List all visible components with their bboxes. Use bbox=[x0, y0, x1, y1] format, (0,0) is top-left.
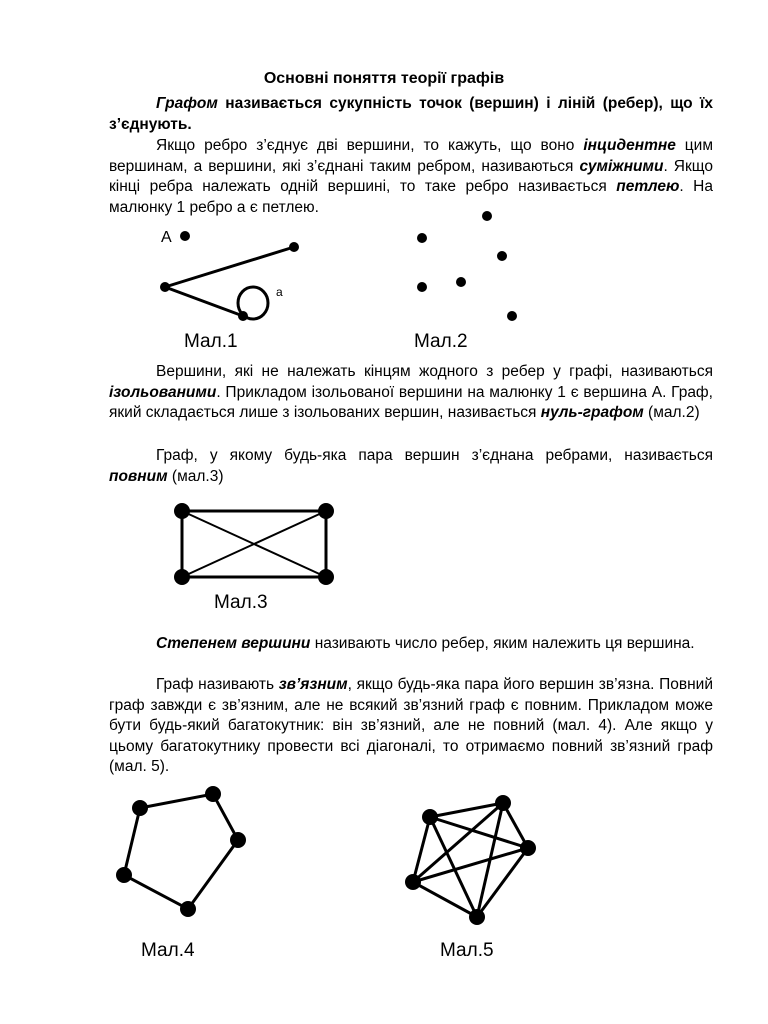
fig5-vertex bbox=[495, 795, 511, 811]
fig5-vertex bbox=[520, 840, 536, 856]
fig4-caption: Мал.4 bbox=[141, 940, 195, 961]
term-incident: інцидентне bbox=[583, 137, 676, 154]
term-connected: зв’язним bbox=[278, 676, 348, 693]
fig3-vertex bbox=[318, 503, 334, 519]
figure-1-graph bbox=[150, 222, 310, 332]
term-vertex-degree: Степенем вершини bbox=[156, 635, 311, 652]
paragraph-isolated bbox=[109, 362, 713, 424]
text-span: . Прикладом ізольованої вершини на малюнку 1 є вершина А. Граф, який складається лише з ізольованих вершин, називається bbox=[109, 383, 713, 421]
figure-3-complete-graph bbox=[170, 500, 340, 590]
fig3-vertex bbox=[318, 569, 334, 585]
fig1-vertex-a bbox=[180, 231, 190, 241]
fig4-vertex bbox=[180, 901, 196, 917]
fig5-caption: Мал.5 bbox=[440, 940, 494, 961]
fig5-vertex bbox=[405, 874, 421, 890]
fig3-caption: Мал.3 bbox=[214, 592, 268, 613]
fig1-vertex-label: А bbox=[161, 229, 172, 246]
text-span: . Якщо кінці ребра належать одній вершині, то таке ребро називається bbox=[109, 157, 713, 195]
definition-text: називається сукупність точок (вершин) і ліній (ребер), що їх з’єднують. bbox=[109, 95, 713, 133]
term-loop: петлею bbox=[616, 178, 680, 195]
fig1-caption: Мал.1 bbox=[184, 331, 238, 352]
fig1-edge bbox=[165, 287, 243, 316]
fig2-vertex bbox=[497, 251, 507, 261]
text-span: , якщо будь-яка пара його вершин зв’язна. Повний граф завжди є зв’язним, але не всякий зв’язний граф є повним. Прикладом може бути будь-який багатокутник: він зв’язний, але не повний (мал. 4). Але якщо у цьому багатокутнику провести всі діагоналі, то отримаємо повний зв’язний граф (мал. 5). bbox=[109, 676, 713, 775]
fig1-edge bbox=[165, 247, 294, 287]
text-span: Граф називають bbox=[156, 676, 279, 693]
term-null-graph: нуль-графом bbox=[540, 404, 644, 421]
fig4-vertex bbox=[205, 786, 221, 802]
fig3-vertex bbox=[174, 569, 190, 585]
fig4-vertex bbox=[132, 800, 148, 816]
text-span: Граф, у якому будь-яка пара вершин з’єднана ребрами, називається bbox=[156, 447, 713, 464]
text-span: (мал.2) bbox=[643, 404, 700, 421]
text-span: цим вершинам, а вершини, які з’єднані таким ребром, називаються bbox=[109, 137, 713, 175]
text-span: називають число ребер, яким належить ця вершина. bbox=[310, 635, 695, 652]
text-span: Вершини, які не належать кінцям жодного з ребер у графі, називаються bbox=[156, 363, 713, 380]
figure-4-pentagon-graph bbox=[110, 782, 255, 922]
term-adjacent: суміжними bbox=[579, 157, 664, 175]
paragraph-connected bbox=[109, 675, 713, 778]
text-span: (мал.3) bbox=[167, 467, 224, 485]
fig2-vertex bbox=[456, 277, 466, 287]
term-graph: Графом bbox=[156, 95, 218, 112]
text-span: Якщо ребро з’єднує дві вершини, то кажуть, що воно bbox=[156, 137, 584, 154]
fig1-vertex bbox=[238, 311, 248, 321]
fig1-vertex bbox=[289, 242, 299, 252]
figure-5-complete-pentagon bbox=[395, 788, 545, 928]
figure-2-null-graph bbox=[410, 205, 530, 330]
fig3-vertex bbox=[174, 503, 190, 519]
text-span: . На малюнку 1 ребро а є петлею. bbox=[109, 178, 713, 216]
fig5-vertex bbox=[422, 809, 438, 825]
term-isolated: ізольованими bbox=[109, 383, 217, 401]
fig2-vertex bbox=[507, 311, 517, 321]
fig2-caption: Мал.2 bbox=[414, 331, 468, 352]
term-complete: повним bbox=[109, 467, 168, 485]
page-title: Основні поняття теорії графів bbox=[263, 70, 505, 87]
fig4-vertex bbox=[230, 832, 246, 848]
fig2-vertex bbox=[417, 233, 427, 243]
fig4-vertex bbox=[116, 867, 132, 883]
paragraph-graph-definition bbox=[109, 94, 713, 135]
paragraph-complete bbox=[109, 446, 713, 487]
fig5-vertex bbox=[469, 909, 485, 925]
fig1-edge-label: а bbox=[276, 285, 283, 299]
paragraph-degree bbox=[109, 634, 713, 655]
fig2-vertex bbox=[482, 211, 492, 221]
fig2-vertex bbox=[417, 282, 427, 292]
fig1-vertex bbox=[160, 282, 170, 292]
